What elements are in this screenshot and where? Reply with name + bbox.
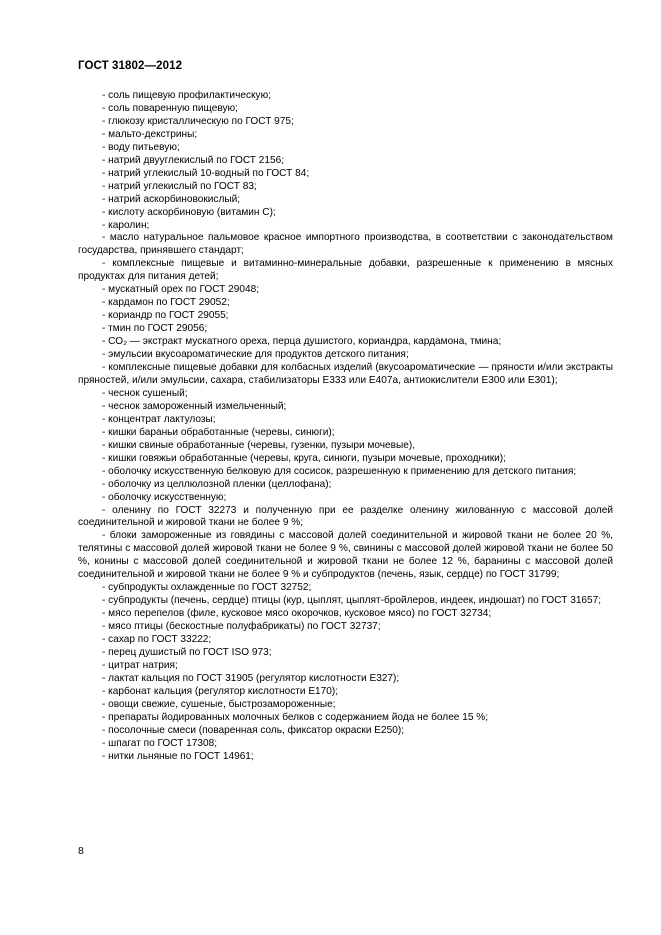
page-number: 8 [78, 845, 84, 857]
list-item: - карбонат кальция (регулятор кислотности Е170); [102, 685, 339, 697]
list-item: - кишки бараньи обработанные (черевы, синюги); [102, 426, 335, 438]
list-item: - цитрат натрия; [102, 659, 178, 671]
list-item: - препараты йодированных молочных белков с содержанием йода не более 15 %; [102, 711, 489, 723]
list-item: - оболочку искусственную; [102, 491, 227, 503]
list-item: - блоки замороженные из говядины с массовой долей соединительной и жировой ткани не более 20 %, телятины с массовой долей жировой ткани не более 9 %, свинины с массовой долей жировой ткани не более 50 %, конины с массовой долей соединительной и жировой ткани не более 12 %, баранины с массовой долей соединительной и жировой ткани не более 9 % и субпродуктов (печень, язык, сердце) по ГОСТ 31799; [78, 530, 613, 581]
list-item: - комплексные пищевые и витаминно-минеральные добавки, разрешенные к применению в мясных продуктах для питания детей; [78, 258, 613, 283]
list-item: - воду питьевую; [102, 141, 180, 153]
list-item: - натрий двууглекислый по ГОСТ 2156; [102, 154, 285, 166]
list-item: - мясо птицы (бескостные полуфабрикаты) по ГОСТ 32737; [102, 621, 381, 633]
list-item: - соль пищевую профилактическую; [102, 90, 271, 101]
list-item: - оболочку искусственную белковую для сосисок, разрешенную к применению для детского питания; [102, 465, 577, 477]
list-item: - перец душистый по ГОСТ ISO 973; [102, 646, 272, 658]
list-item: - СО₂ — экстракт мускатного ореха, перца душистого, кориандра, кардамона, тмина; [102, 336, 502, 348]
list-item: - каролин; [102, 219, 150, 231]
list-item: - посолочные смеси (поваренная соль, фиксатор окраски Е250); [102, 724, 405, 736]
list-item: - эмульсии вкусоароматические для продуктов детского питания; [102, 349, 409, 361]
list-item: - масло натуральное пальмовое красное импортного производства, в соответствии с законодательством государства, принявшего стандарт; [78, 232, 613, 257]
list-item: - субпродукты охлажденные по ГОСТ 32752; [102, 582, 312, 594]
list-item: - комплексные пищевые добавки для колбасных изделий (вкусоароматические — пряности и/или экстракты пряностей, и/или эмульсии, сахара, стабилизаторы Е333 или Е407а, антиокислители Е300 или Е301); [78, 362, 613, 386]
list-item: - кислоту аскорбиновую (витамин С); [102, 206, 276, 218]
list-item: - чеснок сушеный; [102, 387, 188, 399]
list-item: - овощи свежие, сушеные, быстрозамороженные; [102, 698, 336, 710]
ingredient-list [78, 90, 613, 764]
list-item: - кориандр по ГОСТ 29055; [102, 310, 229, 322]
list-item: - натрий углекислый по ГОСТ 83; [102, 180, 257, 192]
list-item: - субпродукты (печень, сердце) птицы (кур, цыплят, цыплят-бройлеров, индеек, индюшат) по ГОСТ 31657; [102, 595, 602, 607]
list-item: - сахар по ГОСТ 33222; [102, 634, 212, 646]
list-item: - натрий аскорбиновокислый; [102, 193, 241, 205]
list-item: - тмин по ГОСТ 29056; [102, 323, 208, 335]
list-item: - кишки говяжьи обработанные (черевы, круга, синюги, пузыри мочевые, проходники); [102, 452, 506, 464]
list-item: - соль поваренную пищевую; [102, 102, 238, 114]
standard-title: ГОСТ 31802—2012 [78, 60, 183, 72]
list-item: - лактат кальция по ГОСТ 31905 (регулятор кислотности Е327); [102, 672, 400, 684]
list-item: - мускатный орех по ГОСТ 29048; [102, 284, 260, 296]
list-item: - мальто-декстрины; [102, 128, 198, 140]
list-item: - нитки льняные по ГОСТ 14961; [102, 750, 254, 762]
list-item: - концентрат лактулозы; [102, 413, 216, 425]
list-item: - оленину по ГОСТ 32273 и полученную при ее разделке оленину жилованную с массовой долей соединительной и жировой ткани не более 9 %; [78, 504, 613, 529]
list-item: - чеснок замороженный измельченный; [102, 400, 287, 412]
list-item: - мясо перепелов (филе, кусковое мясо окорочков, кусковое мясо) по ГОСТ 32734; [102, 608, 492, 620]
list-item: - кишки свиные обработанные (черевы, гузенки, пузыри мочевые), [102, 439, 416, 451]
list-item: - глюкозу кристаллическую по ГОСТ 975; [102, 115, 294, 127]
list-item: - натрий углекислый 10-водный по ГОСТ 84; [102, 167, 310, 179]
list-item: - кардамон по ГОСТ 29052; [102, 297, 230, 309]
list-item: - шпагат по ГОСТ 17308; [102, 737, 218, 749]
list-item: - оболочку из целлюлозной пленки (целлофана); [102, 478, 332, 490]
